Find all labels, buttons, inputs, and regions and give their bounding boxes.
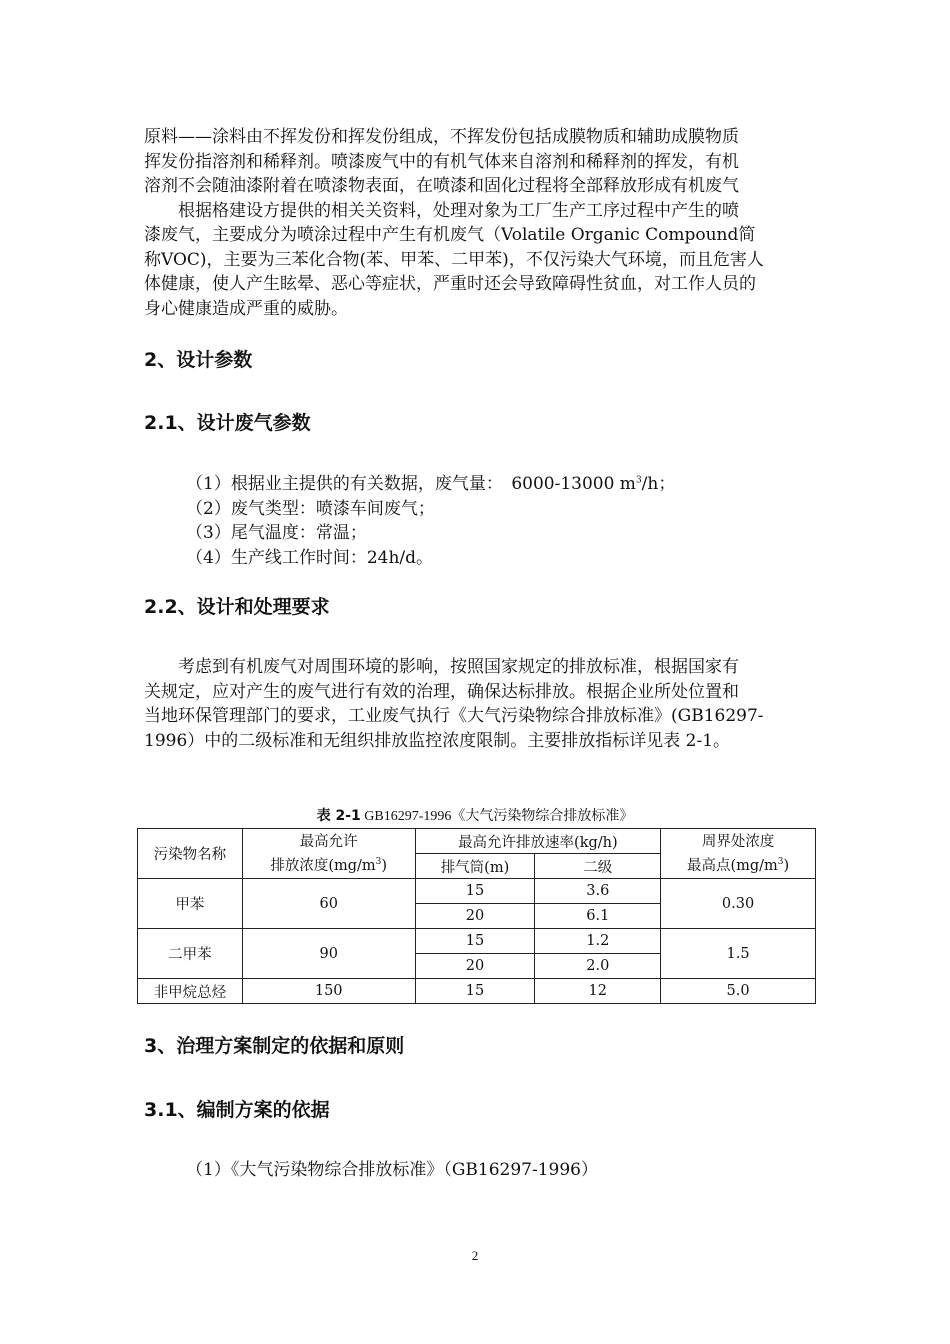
cell-pollutant: 甲苯 [138,879,243,929]
requirements-line: 关规定，应对产生的废气进行有效的治理，确保达标排放。根据企业所处位置和 [144,681,739,702]
table-header-row [138,829,816,854]
table-row [138,879,816,904]
cell-boundary: 1.5 [661,929,816,979]
basis-list [186,1158,598,1183]
header-pollutant: 污染物名称 [138,829,243,879]
intro-line: 身心健康造成严重的威胁。 [144,298,348,319]
requirements-line: 1996）中的二级标准和无组织排放监控浓度限制。主要排放指标详见表 2-1。 [144,730,731,751]
cell-rate: 2.0 [535,954,661,979]
intro-paragraph [144,125,812,321]
header-boundary: 周界处浓度 最高点$(mg/m^3)$ [661,829,816,879]
intro-line: 称VOC)，主要为三苯化合物(苯、甲苯、二甲苯)，不仅污染大气环境，而且危害人 [144,249,764,270]
cell-stack: 20 [415,904,535,929]
intro-line: 挥发份指溶剂和稀释剂。喷漆废气中的有机气体来自溶剂和稀释剂的挥发，有机 [144,151,739,172]
cell-concentration: 60 [242,879,415,929]
section-heading-2-1: 2.1、设计废气参数 [144,412,311,434]
cell-concentration: 150 [242,979,415,1004]
table-caption: 表 2-1 GB16297-1996《大气污染物综合排放标准》 [316,808,634,824]
header-rate: 最高允许排放速率(kg/h) [415,829,661,854]
section-heading-2: 2、设计参数 [144,349,253,371]
page-number: 2 [471,1248,479,1263]
intro-line: 根据格建设方提供的相关关资料，处理对象为工厂生产工序过程中产生的喷 [144,200,739,221]
cell-pollutant: 二甲苯 [138,929,243,979]
cell-rate: 12 [535,979,661,1004]
cell-stack: 15 [415,979,535,1004]
emission-standard-table [137,828,816,1004]
requirements-line: 当地环保管理部门的要求，工业废气执行《大气污染物综合排放标准》(GB16297- [144,706,764,726]
cell-stack: 15 [415,879,535,904]
requirements-paragraph [144,655,812,753]
section-heading-3-1: 3.1、编制方案的依据 [144,1099,330,1121]
cell-concentration: 90 [242,929,415,979]
header-concentration: 最高允许 排放浓度$(mg/m^3)$ [242,829,415,879]
cell-rate: 1.2 [535,929,661,954]
intro-line: 体健康，使人产生眩晕、恶心等症状，严重时还会导致障碍性贫血，对工作人员的 [144,274,756,294]
header-level2: 二级 [535,854,661,879]
parameter-item: （3）尾气温度：常温； [186,523,367,543]
waste-gas-parameter-list [186,472,675,570]
cell-rate: 6.1 [535,904,661,929]
basis-item: （1）《大气污染物综合排放标准》（GB16297-1996） [186,1160,598,1180]
header-stack: 排气筒(m) [415,854,535,879]
cell-pollutant: 非甲烷总烃 [138,979,243,1004]
requirements-line: 考虑到有机废气对周围环境的影响，按照国家规定的排放标准，根据国家有 [144,657,739,677]
intro-line: 漆废气，主要成分为喷涂过程中产生有机废气（Volatile Organic Compound简 [144,225,756,245]
intro-line: 溶剂不会随油漆附着在喷漆物表面，在喷漆和固化过程将全部释放形成有机废气 [144,176,739,196]
intro-line: 原料——涂料由不挥发份和挥发份组成，不挥发份包括成膜物质和辅助成膜物质 [144,127,739,147]
cell-boundary: 0.30 [661,879,816,929]
cell-rate: 3.6 [535,879,661,904]
parameter-item: （2）废气类型：喷漆车间废气； [186,498,435,519]
cell-stack: 15 [415,929,535,954]
section-heading-2-2: 2.2、设计和处理要求 [144,596,330,618]
section-heading-3: 3、治理方案制定的依据和原则 [144,1035,405,1057]
parameter-item: （1）根据业主提供的有关数据，废气量： 6000-13000 $m^3/h$； [186,474,676,494]
parameter-item: （4）生产线工作时间：24h/d。 [186,547,434,568]
cell-stack: 20 [415,954,535,979]
cell-boundary: 5.0 [661,979,816,1004]
table-row [138,979,816,1004]
table-row [138,929,816,954]
